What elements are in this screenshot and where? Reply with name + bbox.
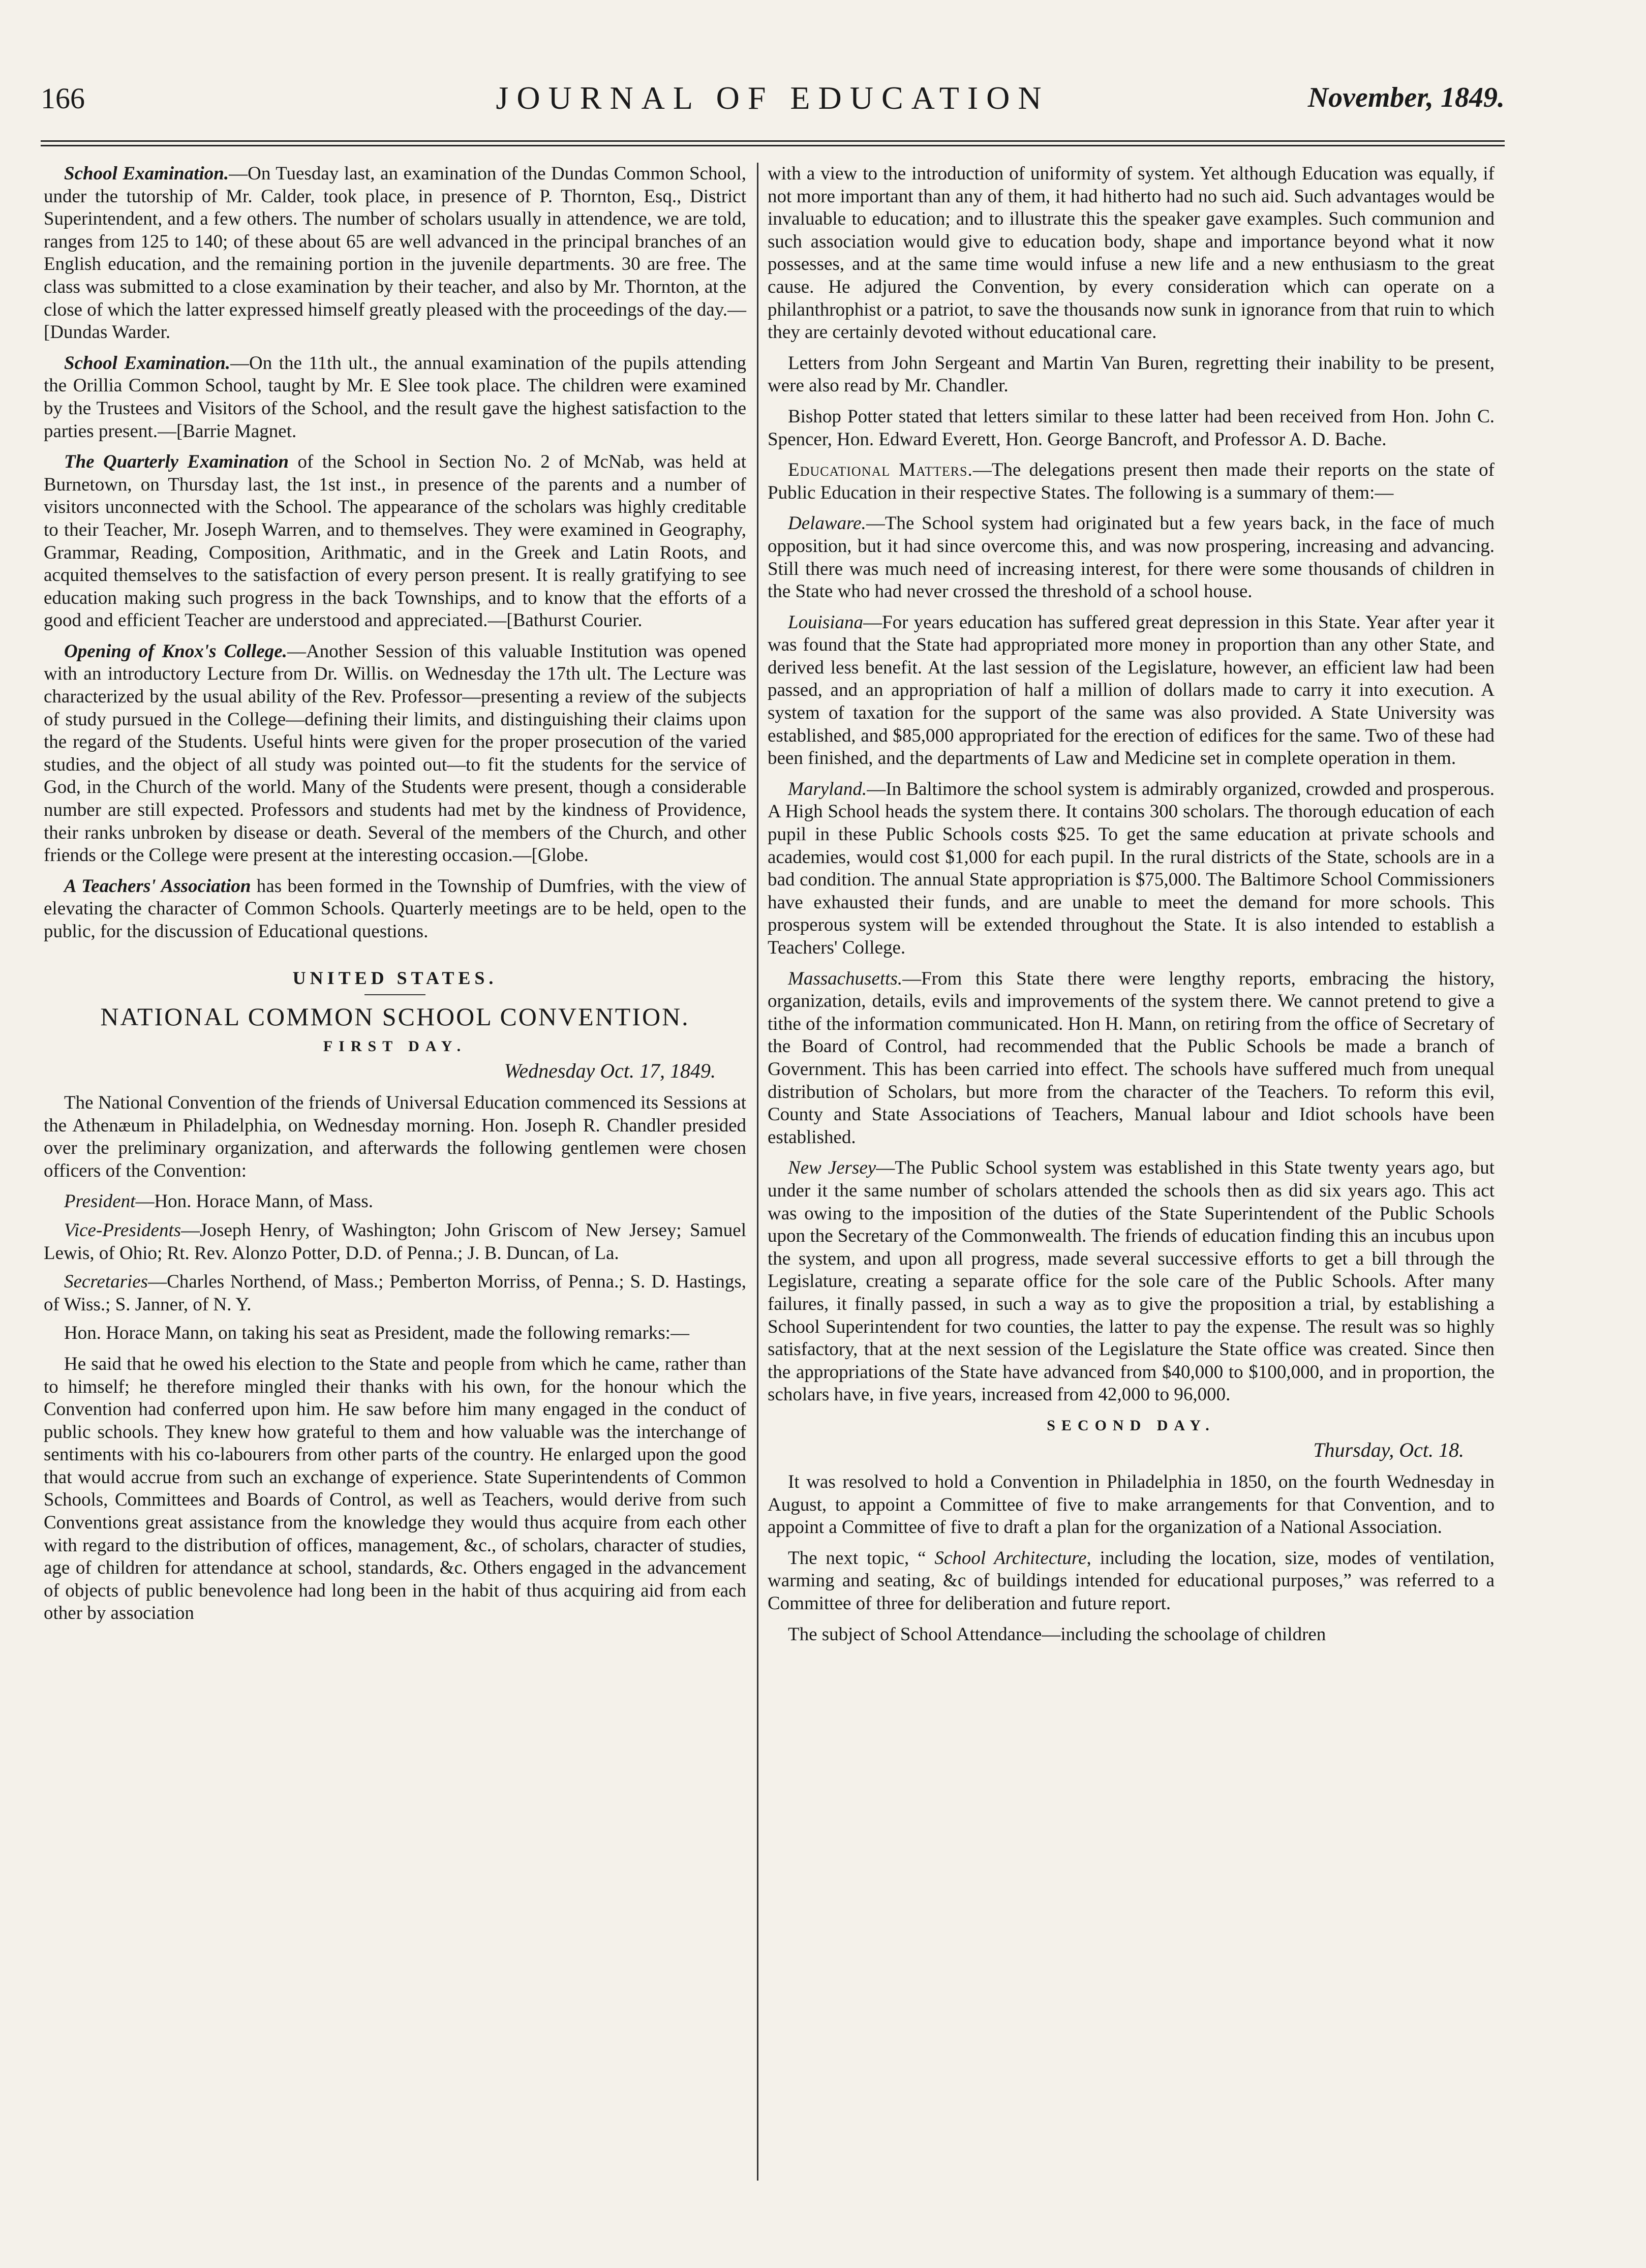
state-report: —From this State there were lengthy reports, embracing the history, organization, details, evils and improvements of the system there. We cannot pretend to give a tithe of the information communicated. Hon H. Mann, on retiring from the office of Secretary of the Board of Control, had recommended that the Public Schools be made a branch of Government. This has been carried into effect. The schools have suffered much from unequal distribution of Scholars, but more from the character of the Teachers. To reform this evil, County and State Associations of Teachers, Manual labour and Idiot schools have been established. bbox=[768, 968, 1495, 1148]
officer-president bbox=[44, 1190, 746, 1213]
speech-continuation: with a view to the introduction of uniformity of system. Yet although Education was equally, if not more important than any of them, it had hitherto had no such aid. Such advantages would be invaluable to education; and to illustrate this the speaker gave examples. Such communion and such association would give to education body, shape and importance beyond what it now possesses, and at the same time would infuse a new life and a new enthusiasm to the great cause. He adjured the Convention, by every consideration which can operate on a philanthrophist or a patriot, to save the thousands now sunk in ignorance from that ruin to which they are certainly devoted without educational care. bbox=[768, 163, 1495, 343]
article-dundas bbox=[44, 163, 746, 344]
article-body: —On Tuesday last, an examination of the Dundas Common School, under the tutorship of Mr. Calder, took place, in presence of P. Thornton, Esq., District Superintendent, and a few others. The number of scholars usually in attendence, we are told, ranges from 125 to 140; of these about 65 are well advanced in the principal branches of an English education, and the remaining portion in the juvenile departments. 30 are free. The class was submitted to a close examination by their teacher, and also by Mr. Thornton, at the close of which the latter expressed himself greatly pleased with the proceedings of the day.—[Dundas Warder. bbox=[44, 163, 746, 343]
article-body: —On the 11th ult., the annual examination of the pupils attending the Orillia Common School, taught by Mr. E Slee took place. The children were examined by the Trustees and Visitors of the School, and the result gave the highest satisfaction to the parties present.—[Barrie Magnet. bbox=[44, 352, 746, 442]
page-number: 166 bbox=[41, 82, 85, 115]
officer-names: —Charles Northend, of Mass.; Pemberton Morriss, of Penna.; S. D. Hastings, of Wiss.; S. Janner, of N. Y. bbox=[44, 1271, 746, 1315]
header-rule bbox=[41, 140, 1505, 146]
officer-names: —Hon. Horace Mann, of Mass. bbox=[135, 1191, 373, 1212]
article-body: of the School in Section No. 2 of McNab, was held at Burnetown, on Thursday last, the 1st inst., in presence of the parents and a number of visitors unconnected with the School. The appearance of the scholars was highly creditable to their Teacher, Mr. Joseph Warren, and to themselves. They were examined in Geography, Grammar, Reading, Composition, Arithmatic, and in the Greek and Latin Roots, and acquited themselves to the satisfaction of every person present. It is really gratifying to see education making such progress in the back Townships, and to know that the efforts of a good and efficient Teacher are understood and appreciated.—[Bathurst Courier. bbox=[44, 451, 746, 631]
right-column bbox=[768, 163, 1495, 1654]
architecture-paragraph bbox=[768, 1547, 1495, 1615]
issue-date: November, 1849. bbox=[1307, 82, 1505, 113]
article-title: NATIONAL COMMON SCHOOL CONVENTION. bbox=[100, 1002, 690, 1031]
state-new-jersey bbox=[768, 1157, 1495, 1406]
article-body: —The delegations present then made their reports on the state of Public Education in their respective States. The following is a summary of them:— bbox=[768, 459, 1495, 503]
topic-pre: The next topic, “ bbox=[788, 1547, 935, 1569]
educational-matters bbox=[768, 459, 1495, 504]
section-rule bbox=[364, 994, 425, 995]
officer-names: —Joseph Henry, of Washington; John Griscom of New Jersey; Samuel Lewis, of Ohio; Rt. Rev. Alonzo Potter, D.D. of Penna.; J. B. Duncan, of La. bbox=[44, 1219, 746, 1264]
state-name: Maryland. bbox=[788, 778, 867, 800]
day-heading: FIRST DAY. bbox=[323, 1037, 467, 1055]
journal-title: JOURNAL OF EDUCATION bbox=[496, 80, 1050, 116]
article-orillia bbox=[44, 352, 746, 443]
resolution-paragraph: It was resolved to hold a Convention in Philadelphia in 1850, on the fourth Wednesday in August, to appoint a Committee of five to make arrangements for that Convention, and to appoint a Committee of five to draft a plan for the organization of a National Association. bbox=[768, 1472, 1495, 1538]
officer-secretaries bbox=[44, 1271, 746, 1316]
dateline: Thursday, Oct. 18. bbox=[1313, 1438, 1464, 1462]
left-column bbox=[44, 163, 746, 1633]
topic-post: , including the location, size, modes of ventilation, warming and seating, &c of buildings intended for educational purposes,” was referred to a Committee of three for deliberation and future report. bbox=[768, 1547, 1495, 1614]
state-massachusetts bbox=[768, 968, 1495, 1149]
dateline: Wednesday Oct. 17, 1849. bbox=[504, 1059, 716, 1083]
officer-role: Secretaries bbox=[64, 1271, 148, 1293]
article-lead: School Examination. bbox=[64, 163, 229, 184]
article-teachers-association bbox=[44, 875, 746, 943]
article-lead: School Examination. bbox=[64, 352, 231, 374]
article-body: —Another Session of this valuable Institution was opened with an introductory Lecture from Dr. Willis. on Wednesday the 17th ult. The Lecture was characterized by the usual ability of the Rev. Professor—presenting a review of the subjects of study pursued in the College—defining their limits, and distinguishing their claims upon the regard of the Students. Useful hints were given for the proper prosecution of the varied studies, and the object of all study was pointed out—to fit the students for the service of God, in the Church of the world. Many of the Students were present, though a considerable number are still expected. Professors and students had met by the kindness of Providence, their ranks unbroken by disease or death. Several of the members of the Church, and other friends or the College were present at the interesting occasion.—[Globe. bbox=[44, 640, 746, 866]
mann-speech: He said that he owed his election to the State and people from which he came, rather than to himself; he therefore mingled their thanks with his own, for the honour which the Convention had conferred upon him. He saw before him many engaged in the conduct of public schools. They knew how grateful to them and how valuable was the interchange of sentiments with his co-labourers from other parts of the country. He enlarged upon the good that would accrue from such an exchange of experience. State Superintendents of Common Schools, Committees and Boards of Control, as well as Teachers, would derive from such Conventions great assistance from the knowledge they would thus acquire from each other with regard to the distribution of offices, management, &c., of scholars, character of studies, age of children for attendance at school, standards, &c. Others engaged in the advancement of objects of public benevolence had long been in the habit of thus acquiring aid from each other by association bbox=[44, 1353, 746, 1624]
page-header bbox=[41, 76, 1505, 127]
state-report: —In Baltimore the school system is admirably organized, crowded and prosperous. A High School heads the system there. It contains 300 scholars. The thorough education of each pupil in these Public Schools costs $25. To get the same education at private schools and academies, would cost $1,000 for each pupil. In the rural districts of the State, schools are in a bad condition. The annual State appropriation is $75,000. The Baltimore School Commissioners have exhausted their funds, and are unable to meet the demand for more schools. This prosperous system will be extended throughout the State. It is also intended to establish a Teachers' College. bbox=[768, 778, 1495, 958]
article-lead: A Teachers' Association bbox=[64, 875, 251, 897]
state-maryland bbox=[768, 778, 1495, 960]
remarks-intro: Hon. Horace Mann, on taking his seat as President, made the following remarks:— bbox=[64, 1323, 689, 1344]
officer-vice-presidents bbox=[44, 1219, 746, 1265]
article-mcnab bbox=[44, 451, 746, 632]
attendance-paragraph: The subject of School Attendance—including the schoolage of children bbox=[788, 1623, 1326, 1645]
section-heading: UNITED STATES. bbox=[292, 967, 498, 988]
column-divider bbox=[757, 163, 758, 2181]
letters-paragraph: Letters from John Sergeant and Martin Van Buren, regretting their inability to be present, were also read by Mr. Chandler. bbox=[768, 352, 1495, 396]
state-report: —The School system had originated but a few years back, in the face of much opposition, but it had since overcome this, and was now prospering, increasing and advancing. Still there was much need of increasing interest, for there were some thousands of children in the State who had never crossed the threshold of a school house. bbox=[768, 513, 1495, 602]
article-body: has been formed in the Township of Dumfries, with the view of elevating the character of Common Schools. Quarterly meetings are to be held, open to the public, for the discussion of Educational questions. bbox=[44, 875, 746, 942]
convention-intro: The National Convention of the friends of Universal Education commenced its Sessions at the Athenæum in Philadelphia, on Wednesday morning. Hon. Joseph R. Chandler presided over the preliminary organization, and afterwards the following gentlemen were chosen officers of the Convention: bbox=[44, 1092, 746, 1181]
state-report: —The Public School system was established in this State twenty years ago, but under it the same number of scholars attended the schools then as did six years ago. This act was owing to the imposition of the duties of the State Superintendent of the Public Schools upon the Secretary of the Commonwealth. The friends of education finding this an incubus upon the system, and upon all progress, made several successive efforts to get a bill through the Legislature, creating a separate office for the sole care of the Public Schools. After many failures, it finally passed, in such a way as to give the proposition a trial, by establishing a School Superintendent for two counties, the latter to pay the expense. The result was so highly satisfactory, that at the next session of the Legislature the State office was created. Since then the appropriations of the State have advanced from $40,000 to $100,000, and in proportion, the scholars have, in five years, increased from 42,000 to 96,000. bbox=[768, 1157, 1495, 1405]
officer-role: Vice-Presidents bbox=[64, 1219, 181, 1241]
day-heading: SECOND DAY. bbox=[1047, 1417, 1215, 1434]
state-louisiana bbox=[768, 611, 1495, 770]
bishop-paragraph: Bishop Potter stated that letters similar to these latter had been received from Hon. John C. Spencer, Hon. Edward Everett, Hon. George Bancroft, and Professor A. D. Bache. bbox=[768, 406, 1495, 450]
article-lead: Educational Matters. bbox=[788, 459, 973, 481]
article-lead: Opening of Knox's College. bbox=[64, 640, 287, 662]
topic-title: School Architecture bbox=[934, 1547, 1087, 1569]
state-name: Louisiana bbox=[788, 611, 864, 633]
state-report: —For years education has suffered great depression in this State. Year after year it was found that the State had appropriated more money in proportion than any other State, and derived less benefit. At the last session of the Legislature, however, an efficient law had been passed, and an appropriation of half a million of dollars made to carry it into execution. A system of taxation for the support of the same was also provided. A State University was established, and $85,000 appropriated for the erection of edifices for the same. Two of these had been finished, and the departments of Law and Medicine set in complete operation in them. bbox=[768, 611, 1495, 769]
state-name: Massachusetts. bbox=[788, 968, 903, 989]
article-lead: The Quarterly Examination bbox=[64, 451, 289, 473]
state-name: Delaware. bbox=[788, 513, 866, 534]
article-knox bbox=[44, 640, 746, 867]
state-name: New Jersey bbox=[788, 1157, 876, 1179]
state-delaware bbox=[768, 512, 1495, 603]
officer-role: President bbox=[64, 1191, 136, 1212]
